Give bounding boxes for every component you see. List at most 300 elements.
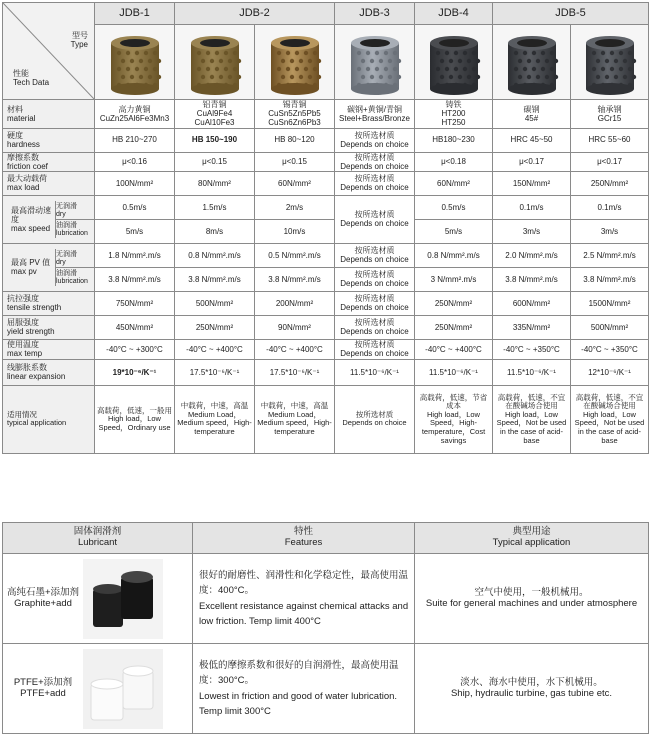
lubricant-name: 高纯石墨+添加剂 Graphite+add [6, 586, 80, 609]
graphite-plug-dot [196, 83, 200, 87]
graphite-plug-dot [134, 83, 138, 87]
data-cell: 100N/mm² [95, 171, 175, 195]
data-cell: 0.5m/s [95, 195, 175, 219]
graphite-plug-dot [604, 59, 608, 63]
graphite-plug-dot [289, 59, 293, 63]
data-cell: 0.5m/s [415, 195, 493, 219]
graphite-plug-dot [383, 67, 387, 71]
graphite-plug-dot [365, 51, 369, 55]
bushing-image [339, 27, 411, 97]
graphite-plug-dot [120, 59, 124, 63]
graphite-plug-dot [374, 67, 378, 71]
graphite-plug-dot [116, 67, 120, 71]
data-cell: μ<0.17 [493, 152, 571, 171]
graphite-plug-dot [609, 67, 613, 71]
data-cell: 铝青铜 CuAl9Fe4 CuAl10Fe3 [175, 100, 255, 129]
graphite-plug-dot [298, 75, 302, 79]
data-cell: 600N/mm² [493, 291, 571, 315]
graphite-plug-dot [285, 67, 289, 71]
lubricant-row-ptfe [3, 644, 649, 734]
data-cell: 19*10⁻⁶/K⁻¹ [95, 359, 175, 385]
graphite-plug-dot [531, 51, 535, 55]
data-cell: 3.8 N/mm².m/s [255, 267, 335, 291]
col-header-jdb4: JDB-4 [415, 3, 493, 25]
data-cell: 5m/s [415, 219, 493, 243]
bushing-image [99, 27, 171, 97]
graphite-plug-dot [214, 67, 218, 71]
data-cell: 高载荷，低速，不宜在酸碱场合使用 High load，Low Speed，Not be used in the case of acid-base [571, 385, 649, 453]
data-cell: 按所选材质 Depends on choice [335, 315, 415, 339]
data-cell: 250N/mm² [415, 315, 493, 339]
row-tensile [3, 291, 649, 315]
graphite-plug-dot [152, 67, 156, 71]
graphite-plug-dot [513, 51, 517, 55]
graphite-plug-dot [444, 51, 448, 55]
data-cell: 按所选材质 Depends on choice [335, 195, 415, 243]
data-cell: 按所选材质 Depends on choice [335, 243, 415, 267]
graphite-plug-dot [526, 59, 530, 63]
row-speed-lub [3, 219, 649, 243]
graphite-plug-dot [553, 59, 557, 63]
data-cell: 高载荷，低速，一般用 High load，Low Speed，Ordinary use [95, 385, 175, 453]
data-cell: -40°C ~ +350°C [571, 339, 649, 359]
data-cell: 335N/mm² [493, 315, 571, 339]
data-cell: 17.5*10⁻⁶/K⁻¹ [175, 359, 255, 385]
graphite-plug-dot [116, 51, 120, 55]
graphite-plug-dot [613, 59, 617, 63]
data-cell: 3.8 N/mm².m/s [493, 267, 571, 291]
graphite-plug-dot [387, 75, 391, 79]
row-label: 使用温度 max temp [3, 339, 95, 359]
graphite-plug-dot [622, 59, 626, 63]
lubricant-cell [3, 554, 193, 644]
data-cell: 3.8 N/mm².m/s [571, 267, 649, 291]
graphite-plug-dot [316, 75, 320, 79]
data-cell: 500N/mm² [571, 315, 649, 339]
data-cell: 轴承钢 GCr15 [571, 100, 649, 129]
data-cell: HRC 55~60 [571, 128, 649, 152]
product-image-cell [493, 25, 571, 100]
graphite-plug-dot [200, 75, 204, 79]
data-cell: 90N/mm² [255, 315, 335, 339]
data-cell: 0.5 N/mm².m/s [255, 243, 335, 267]
data-cell: 12*10⁻⁶/K⁻¹ [571, 359, 649, 385]
row-label: 抗拉强度 tensile strength [3, 291, 95, 315]
data-cell: 铸铁 HT200 HT250 [415, 100, 493, 129]
graphite-plug-dot [457, 59, 461, 63]
product-image-cell [95, 25, 175, 100]
graphite-plug-dot [365, 67, 369, 71]
graphite-plug-dot [316, 59, 320, 63]
graphite-plug-dot [232, 67, 236, 71]
data-cell: 250N/mm² [175, 315, 255, 339]
data-cell: 0.8 N/mm².m/s [415, 243, 493, 267]
row-max-load [3, 171, 649, 195]
graphite-plug-dot [618, 83, 622, 87]
data-cell: 10m/s [255, 219, 335, 243]
graphite-plug-dot [471, 83, 475, 87]
graphite-plug-dot [209, 59, 213, 63]
row-label-main: 最高 PV 值 max pv [11, 258, 51, 277]
graphite-plug-dot [526, 75, 530, 79]
row-linear [3, 359, 649, 385]
graphite-plug-dot [276, 51, 280, 55]
graphite-plug-dot [307, 59, 311, 63]
col-header-jdb3: JDB-3 [335, 3, 415, 25]
row-label-dry: 无润滑 dry [56, 249, 94, 268]
row-label: 最大动载荷 max load [3, 171, 95, 195]
row-label: 适用情况 typical application [3, 385, 95, 453]
row-label: 屈服强度 yield strength [3, 315, 95, 339]
graphite-plug-dot [396, 75, 400, 79]
data-cell: 按所选材质 Depends on choice [335, 171, 415, 195]
lubricant-table [2, 522, 649, 734]
graphite-plug-dot [439, 59, 443, 63]
data-cell: 1.5m/s [175, 195, 255, 219]
row-pv-lub [3, 267, 649, 291]
data-cell: HB 80~120 [255, 128, 335, 152]
graphite-plug-dot [613, 75, 617, 79]
graphite-plug-dot [156, 59, 160, 63]
data-cell: 高载荷，低速，节省成本 High load，Low Speed，High-temperature，Cost savings [415, 385, 493, 453]
graphite-plug-dot [152, 51, 156, 55]
data-cell: -40°C ~ +400°C [255, 339, 335, 359]
data-cell: 5m/s [95, 219, 175, 243]
data-cell: 500N/mm² [175, 291, 255, 315]
graphite-plug-dot [289, 75, 293, 79]
graphite-plug-dot [627, 83, 631, 87]
data-cell: -40°C ~ +300°C [95, 339, 175, 359]
graphite-plug-dot [631, 59, 635, 63]
graphite-plug-dot [591, 83, 595, 87]
data-cell: 2.0 N/mm².m/s [493, 243, 571, 267]
row-label-pv [3, 243, 95, 291]
graphite-plug-dot [535, 59, 539, 63]
graphite-plug-dot [356, 67, 360, 71]
data-cell: 中载荷，中速，高温 Medium Load，Medium speed，High-temperature [255, 385, 335, 453]
graphite-plug-dot [600, 67, 604, 71]
data-cell: 200N/mm² [255, 291, 335, 315]
data-cell: 3.8 N/mm².m/s [95, 267, 175, 291]
graphite-plug-dot [595, 75, 599, 79]
data-cell: HB 150~190 [175, 128, 255, 152]
graphite-plug-dot [303, 51, 307, 55]
graphite-plug-dot [457, 75, 461, 79]
data-cell: 60N/mm² [255, 171, 335, 195]
data-cell: 按所选材质 Depends on choice [335, 128, 415, 152]
graphite-plug-dot [466, 75, 470, 79]
graphite-plug-dot [276, 83, 280, 87]
graphite-plug-dot [517, 75, 521, 79]
features-header: 特性 Features [193, 523, 415, 554]
graphite-plug-dot [618, 67, 622, 71]
graphite-plug-dot [475, 75, 479, 79]
graphite-plug-dot [453, 83, 457, 87]
graphite-plug-image [83, 559, 163, 639]
graphite-plug-dot [303, 83, 307, 87]
graphite-plug-dot [236, 59, 240, 63]
data-cell: 按所选材质 Depends on choice [335, 152, 415, 171]
data-cell: HB180~230 [415, 128, 493, 152]
graphite-plug-dot [134, 67, 138, 71]
data-cell: 0.1m/s [493, 195, 571, 219]
graphite-plug-dot [462, 83, 466, 87]
bushing-image [574, 27, 646, 97]
graphite-plug-dot [374, 51, 378, 55]
lubricant-row-graphite [3, 554, 649, 644]
data-cell: μ<0.16 [95, 152, 175, 171]
data-cell: HRC 45~50 [493, 128, 571, 152]
data-cell: μ<0.15 [175, 152, 255, 171]
data-cell: 按所选材质 Depends on choice [335, 291, 415, 315]
graphite-plug-dot [453, 51, 457, 55]
graphite-plug-dot [439, 75, 443, 79]
row-pv-dry [3, 243, 649, 267]
data-cell: 250N/mm² [571, 171, 649, 195]
graphite-plug-dot [378, 59, 382, 63]
row-label: 摩擦系数 friction coef [3, 152, 95, 171]
lubricant-header: 固体润滑剂 Lubricant [3, 523, 193, 554]
data-cell: 按所选材质 Depends on choice [335, 385, 415, 453]
graphite-plug-dot [522, 83, 526, 87]
graphite-plug-dot [517, 59, 521, 63]
data-cell: 高力黄铜 CuZn25Al6Fe3Mn3 [95, 100, 175, 129]
data-cell: 按所选材质 Depends on choice [335, 267, 415, 291]
graphite-plug-dot [236, 75, 240, 79]
data-cell: 3m/s [493, 219, 571, 243]
graphite-plug-dot [591, 51, 595, 55]
graphite-plug-dot [205, 51, 209, 55]
graphite-plug-dot [383, 83, 387, 87]
graphite-plug-dot [312, 83, 316, 87]
graphite-plug-dot [544, 75, 548, 79]
graphite-plug-dot [453, 67, 457, 71]
graphite-plug-dot [540, 51, 544, 55]
col-header-jdb5: JDB-5 [493, 3, 649, 25]
features-cell: 很好的耐磨性、润滑性和化学稳定性，最高使用温度：400°C。 Excellent resistance against chemical attacks and low friction. Temp limit 400°C [193, 554, 415, 644]
data-cell: -40°C ~ +400°C [175, 339, 255, 359]
lubricant-name: PTFE+添加剂 PTFE+add [13, 676, 73, 699]
row-label-main: 最高滑动速度 max speed [11, 205, 51, 234]
graphite-plug-dot [223, 51, 227, 55]
product-image-cell [335, 25, 415, 100]
graphite-plug-dot [609, 51, 613, 55]
application-cell: 空气中使用，一般机械用。 Suite for general machines and under atmosphere [415, 554, 649, 644]
row-temp [3, 339, 649, 359]
lubricant-cell [3, 644, 193, 734]
graphite-plug-dot [356, 51, 360, 55]
row-label: 线膨胀系数 linear expansion [3, 359, 95, 385]
graphite-plug-dot [147, 75, 151, 79]
data-cell: 按所选材质 Depends on choice [335, 339, 415, 359]
graphite-plug-dot [285, 51, 289, 55]
data-cell: 0.8 N/mm².m/s [175, 243, 255, 267]
graphite-plug-dot [360, 75, 364, 79]
graphite-plug-dot [227, 75, 231, 79]
data-cell: μ<0.18 [415, 152, 493, 171]
row-friction [3, 152, 649, 171]
graphite-plug-dot [285, 83, 289, 87]
graphite-plug-dot [549, 67, 553, 71]
graphite-plug-dot [134, 51, 138, 55]
row-label-speed [3, 195, 95, 243]
graphite-plug-dot [471, 67, 475, 71]
graphite-plug-dot [444, 67, 448, 71]
data-cell: -40°C ~ +400°C [415, 339, 493, 359]
graphite-plug-dot [535, 75, 539, 79]
data-cell: 1500N/mm² [571, 291, 649, 315]
bushing-image [179, 27, 251, 97]
graphite-plug-dot [129, 59, 133, 63]
bushing-image [259, 27, 331, 97]
graphite-plug-dot [435, 67, 439, 71]
graphite-plug-dot [471, 51, 475, 55]
graphite-plug-dot [360, 59, 364, 63]
graphite-plug-dot [540, 83, 544, 87]
graphite-plug-dot [209, 75, 213, 79]
graphite-plug-dot [232, 51, 236, 55]
graphite-plug-dot [392, 51, 396, 55]
ptfe-plug-image [83, 649, 163, 729]
tech-data-table [2, 2, 649, 454]
data-cell: 锡青铜 CuSn5Zn5Pb5 CuSn6Zn6Pb3 [255, 100, 335, 129]
graphite-plug-dot [627, 51, 631, 55]
data-cell: 60N/mm² [415, 171, 493, 195]
graphite-plug-dot [369, 75, 373, 79]
graphite-plug-dot [475, 59, 479, 63]
graphite-plug-dot [200, 59, 204, 63]
type-techdata-corner [3, 3, 95, 100]
graphite-plug-dot [609, 83, 613, 87]
data-cell: -40°C ~ +350°C [493, 339, 571, 359]
product-image-row [3, 25, 649, 100]
data-cell: μ<0.17 [571, 152, 649, 171]
application-header: 典型用途 Typical application [415, 523, 649, 554]
graphite-plug-dot [448, 59, 452, 63]
graphite-plug-dot [356, 83, 360, 87]
graphite-plug-dot [143, 67, 147, 71]
bushing-image [418, 27, 490, 97]
graphite-plug-dot [143, 51, 147, 55]
graphite-plug-dot [232, 83, 236, 87]
data-cell: 80N/mm² [175, 171, 255, 195]
graphite-plug-dot [143, 83, 147, 87]
data-cell: 碳钢 45# [493, 100, 571, 129]
row-label-lub: 油润滑 lubrication [56, 221, 88, 237]
graphite-plug-dot [125, 51, 129, 55]
data-cell: 150N/mm² [493, 171, 571, 195]
graphite-plug-dot [312, 67, 316, 71]
row-hardness [3, 128, 649, 152]
data-cell: 中载荷，中速，高温 Medium Load，Medium speed，High-temperature [175, 385, 255, 453]
graphite-plug-dot [116, 83, 120, 87]
product-image-cell [175, 25, 255, 100]
graphite-plug-dot [531, 83, 535, 87]
graphite-plug-dot [294, 67, 298, 71]
graphite-plug-dot [600, 83, 604, 87]
graphite-plug-dot [531, 67, 535, 71]
data-cell: 0.1m/s [571, 195, 649, 219]
graphite-plug-dot [312, 51, 316, 55]
graphite-plug-dot [218, 59, 222, 63]
data-cell: 2.5 N/mm².m/s [571, 243, 649, 267]
col-header-jdb1: JDB-1 [95, 3, 175, 25]
graphite-plug-dot [383, 51, 387, 55]
row-material [3, 100, 649, 129]
graphite-plug-dot [120, 75, 124, 79]
data-cell: HB 210~270 [95, 128, 175, 152]
graphite-plug-dot [214, 51, 218, 55]
graphite-plug-dot [604, 75, 608, 79]
graphite-plug-dot [553, 75, 557, 79]
graphite-plug-dot [147, 59, 151, 63]
row-label: 硬度 hardness [3, 128, 95, 152]
product-image-cell [571, 25, 649, 100]
graphite-plug-dot [513, 83, 517, 87]
graphite-plug-dot [392, 67, 396, 71]
data-cell: 250N/mm² [415, 291, 493, 315]
graphite-plug-dot [125, 67, 129, 71]
row-speed-dry [3, 195, 649, 219]
graphite-plug-dot [214, 83, 218, 87]
graphite-plug-dot [544, 59, 548, 63]
graphite-plug-dot [622, 75, 626, 79]
row-label: 材料 material [3, 100, 95, 129]
data-cell: 3m/s [571, 219, 649, 243]
graphite-plug-dot [396, 59, 400, 63]
graphite-plug-dot [600, 51, 604, 55]
data-cell: 3 N/mm².m/s [415, 267, 493, 291]
graphite-plug-dot [223, 67, 227, 71]
graphite-plug-dot [549, 51, 553, 55]
graphite-plug-dot [591, 67, 595, 71]
data-cell: 2m/s [255, 195, 335, 219]
data-cell: 17.5*10⁻⁶/K⁻¹ [255, 359, 335, 385]
row-label-lub: 油润滑 lubrication [56, 269, 88, 285]
graphite-plug-dot [378, 75, 382, 79]
product-image-cell [415, 25, 493, 100]
graphite-plug-dot [125, 83, 129, 87]
graphite-plug-dot [466, 59, 470, 63]
graphite-plug-dot [280, 75, 284, 79]
graphite-plug-dot [462, 67, 466, 71]
graphite-plug-dot [462, 51, 466, 55]
graphite-plug-dot [392, 83, 396, 87]
techdata-label: 性能 Tech Data [13, 68, 50, 87]
graphite-plug-dot [631, 75, 635, 79]
graphite-plug-dot [205, 67, 209, 71]
graphite-plug-dot [303, 67, 307, 71]
graphite-plug-dot [223, 83, 227, 87]
graphite-plug-dot [549, 83, 553, 87]
data-cell: μ<0.15 [255, 152, 335, 171]
graphite-plug-dot [595, 59, 599, 63]
data-cell: 8m/s [175, 219, 255, 243]
graphite-plug-dot [294, 51, 298, 55]
graphite-plug-dot [156, 75, 160, 79]
graphite-plug-dot [522, 51, 526, 55]
data-cell: 11.5*10⁻⁶/K⁻¹ [415, 359, 493, 385]
data-cell: 11.5*10⁻⁶/K⁻¹ [335, 359, 415, 385]
data-cell: 高载荷，低速，不宜在酸碱场合使用 High load，Low Speed，Not be used in the case of acid-base [493, 385, 571, 453]
graphite-plug-dot [196, 67, 200, 71]
graphite-plug-dot [294, 83, 298, 87]
graphite-plug-dot [227, 59, 231, 63]
row-label-dry: 无润滑 dry [56, 201, 94, 220]
product-image-cell [255, 25, 335, 100]
graphite-plug-dot [387, 59, 391, 63]
graphite-plug-dot [435, 51, 439, 55]
